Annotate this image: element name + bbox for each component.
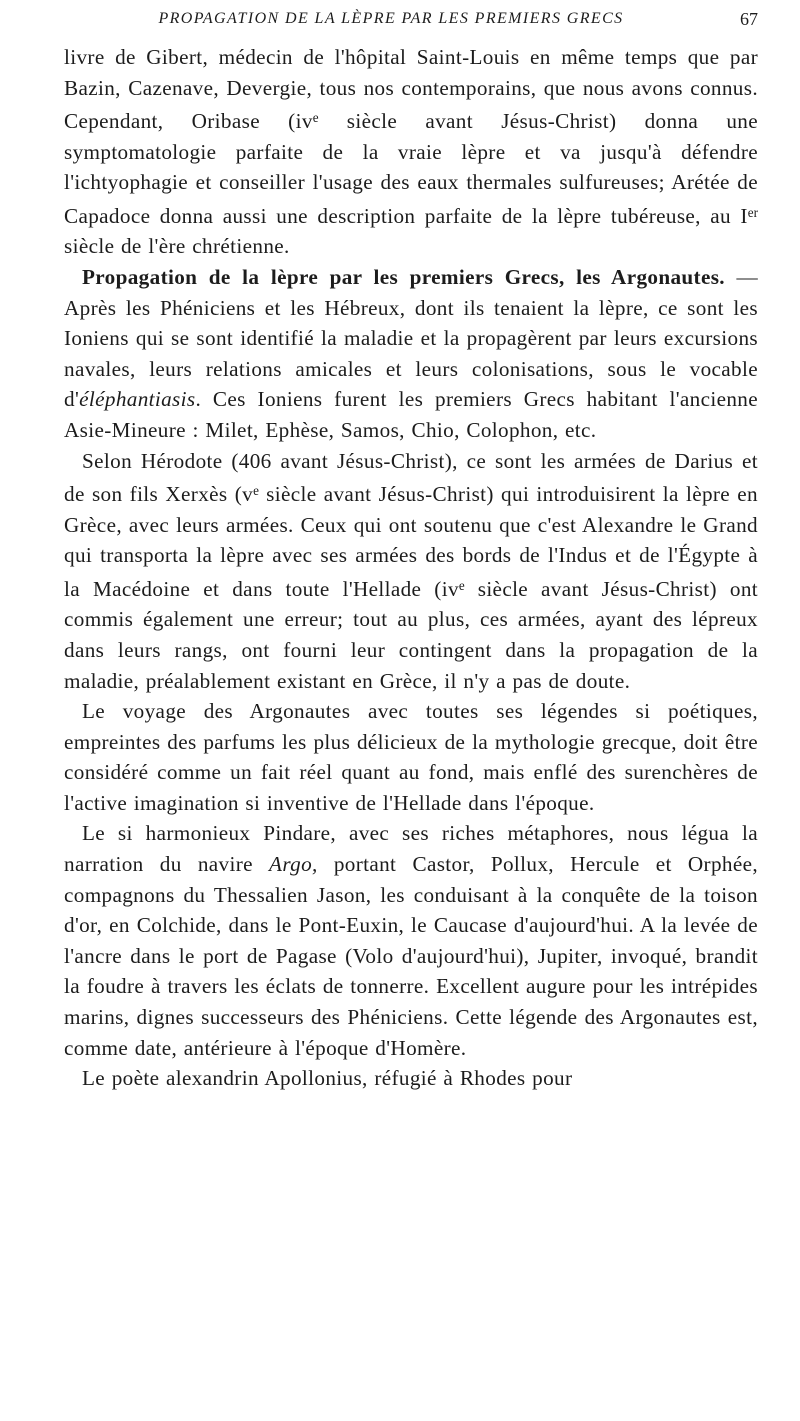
running-header xyxy=(64,0,758,42)
paragraph-3-text-a: Selon Hérodote (406 avant Jésus-Christ), ce sont les armées de Darius et de son fils Xerxès (v xyxy=(64,448,758,507)
page-number: 67 xyxy=(740,9,758,29)
paragraph-4: Le voyage des Argonautes avec toutes ses légendes si poétiques, empreintes des parfums les plus délicieux de la mythologie grecque, doit être considéré comme un fait réel quant au fond, mais enflé des surenchères de l'active imagination si inventive de l'Hellade dans l'époque. xyxy=(64,699,758,815)
paragraph-1 xyxy=(64,42,758,262)
paragraph-2-text-a: — Après les Phéniciens et les Hébreux, dont ils tenaient la lèpre, ce sont les Ioniens qui se sont identifié la maladie et la propagèrent par leurs excursions navales, leurs relations amicales et leurs colonisations, sous le vocable d' xyxy=(64,264,759,412)
paragraph-3-text-c: siècle avant Jésus-Christ) ont commis également une erreur; tout au plus, ces armées, ayant des lépreux dans leurs rangs, ont fourni leur contingent dans la propagation de la maladie, préalablement existant en Grèce, il n'y a pas de doute. xyxy=(64,576,758,693)
superscript: e xyxy=(312,110,319,126)
paragraph-1-text-c: siècle de l'ère chrétienne. xyxy=(64,234,290,259)
superscript: e xyxy=(253,483,259,499)
paragraph-5 xyxy=(64,818,758,1063)
paragraph-5-text-b: portant Castor, Pollux, Hercule et Orphée, compagnons du Thessalien Jason, les conduisant à la conquête de la toison d'or, en Colchide, dans le Pont-Euxin, le Caucase d'aujourd'hui. A la levée de l'ancre dans le port de Pagase (Volo d'aujourd'hui), Jupiter, invoqué, brandit la foudre à travers les éclats de tonnerre. Excellent augure pour les intrépides marins, dignes successeurs des Phéniciens. Cette légende des Argonautes est, comme date, antérieure à l'époque d'Homère. xyxy=(64,852,758,1060)
paragraph-1-text-b: siècle avant Jésus-Christ) donna une symptomatologie parfaite de la vraie lèpre et va jusqu'à défendre l'ichtyophagie et conseiller l'usage des eaux thermales sulfureuses; Arétée de Capadoce donna aussi une description parfaite de la lèpre tubéreuse, au I xyxy=(64,109,759,228)
paragraph-2-text-b: . Ces Ioniens furent les premiers Grecs habitant l'ancienne Asie-Mineure : Milet, Ephèse, Samos, Chio, Colophon, etc. xyxy=(64,387,758,442)
paragraph-1-text-a: livre de Gibert, médecin de l'hôpital Saint-Louis en même temps que par Bazin, Cazenave, Devergie, tous nos contemporains, que nous avons connus. Cependant, Oribase (iv xyxy=(64,45,758,134)
paragraph-2 xyxy=(64,262,758,446)
superscript: e xyxy=(458,577,465,593)
superscript: er xyxy=(747,204,758,220)
section-heading: Propagation de la lèpre par les premiers Grecs, les Argonautes. xyxy=(82,264,725,289)
body-text xyxy=(64,42,758,1094)
italic-ship-name: Argo, xyxy=(269,852,318,877)
paragraph-3-text-b: siècle avant Jésus-Christ) qui introduisirent la lèpre en Grèce, avec leurs armées. Ceux qui ont soutenu que c'est Alexandre le Grand qui transporta la lèpre avec ses armées des bords de l'Indus et de l'Égypte à la Macédoine et dans toute l'Hellade (iv xyxy=(64,482,758,601)
running-title: PROPAGATION DE LA LÈPRE PAR LES PREMIERS GRECS xyxy=(158,10,624,27)
paragraph-6: Le poète alexandrin Apollonius, réfugié à Rhodes pour xyxy=(82,1066,573,1091)
paragraph-5-text-a: Le si harmonieux Pindare, avec ses riches métaphores, nous légua la narration du navire xyxy=(64,821,758,877)
paragraph-3 xyxy=(64,446,758,697)
italic-term: éléphantiasis xyxy=(79,387,196,412)
